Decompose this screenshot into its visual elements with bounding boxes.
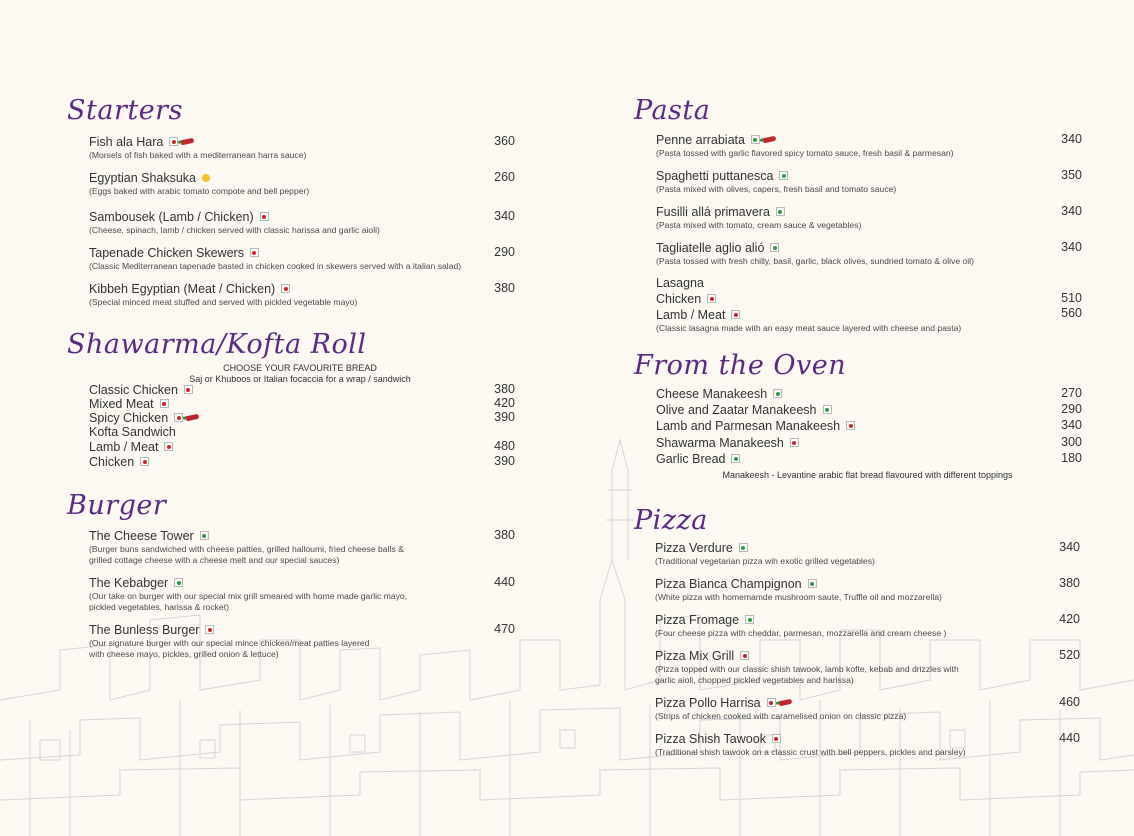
menu-item bbox=[655, 648, 959, 686]
item-name: Pizza Pollo Harrisa bbox=[655, 696, 761, 710]
item-price: 420 bbox=[494, 396, 515, 410]
menu-item bbox=[656, 418, 857, 434]
menu-item bbox=[656, 402, 834, 418]
section-title-burger: Burger bbox=[67, 490, 167, 521]
menu-item bbox=[89, 410, 199, 426]
manakeesh-note: Manakeesh - Levantine arabic flat bread flavoured with different toppings bbox=[722, 470, 1013, 480]
veg-icon bbox=[745, 615, 754, 624]
veg-icon bbox=[731, 454, 740, 463]
menu-item bbox=[89, 245, 461, 272]
item-description: (Pasta tossed with garlic flavored spicy tomato sauce, fresh basil & parmesan) bbox=[656, 148, 954, 158]
non-veg-icon bbox=[205, 625, 214, 634]
item-description: (Morsels of fish baked with a mediterranean harra sauce) bbox=[89, 150, 307, 160]
item-price: 340 bbox=[1061, 204, 1082, 218]
menu-item bbox=[656, 204, 861, 231]
item-price: 380 bbox=[494, 281, 515, 295]
item-description: (Our signature burger with our special mince chicken/meat patties layered bbox=[89, 638, 370, 648]
item-description: (Pizza topped with our classic shish tawook, lamb kofte, kebab and drizzles with bbox=[655, 664, 959, 674]
item-price: 290 bbox=[494, 245, 515, 259]
item-name: Pizza Fromage bbox=[655, 613, 740, 627]
item-description: pickled vegetables, harissa & rocket) bbox=[89, 602, 229, 612]
item-name: Penne arrabiata bbox=[656, 133, 745, 147]
item-price: 340 bbox=[1061, 132, 1082, 146]
item-name: Olive and Zaatar Manakeesh bbox=[656, 403, 817, 417]
veg-icon bbox=[773, 389, 782, 398]
item-name: Sambousek (Lamb / Chicken) bbox=[89, 210, 254, 224]
item-name: Tagliatelle aglio alió bbox=[656, 241, 765, 255]
item-price: 360 bbox=[494, 134, 515, 148]
item-price: 420 bbox=[1059, 612, 1080, 626]
veg-icon bbox=[200, 531, 209, 540]
menu-item bbox=[89, 134, 306, 161]
item-name: Garlic Bread bbox=[656, 452, 726, 466]
menu-item bbox=[89, 575, 407, 613]
item-name: Pizza Verdure bbox=[655, 541, 733, 555]
veg-icon bbox=[739, 543, 748, 552]
item-description: (Pasta mixed with olives, capers, fresh basil and tomato sauce) bbox=[656, 184, 897, 194]
non-veg-icon bbox=[184, 385, 193, 394]
item-price: 560 bbox=[1061, 306, 1082, 320]
item-name: Lamb and Parmesan Manakeesh bbox=[656, 419, 841, 433]
section-title-pizza: Pizza bbox=[634, 505, 708, 536]
veg-icon bbox=[779, 171, 788, 180]
item-price: 380 bbox=[494, 382, 515, 396]
menu-item bbox=[656, 240, 974, 267]
item-name: Pizza Shish Tawook bbox=[655, 732, 766, 746]
item-name: Tapenade Chicken Skewers bbox=[89, 246, 244, 260]
item-price: 480 bbox=[494, 439, 515, 453]
non-veg-icon bbox=[846, 421, 855, 430]
item-description: (Four cheese pizza with cheddar, parmesan, mozzarella and cream cheese ) bbox=[655, 628, 947, 638]
item-name: Classic Chicken bbox=[89, 383, 178, 397]
item-name: Lamb / Meat bbox=[89, 440, 159, 454]
item-price: 340 bbox=[1059, 540, 1080, 554]
item-description: (Pasta tossed with fresh chilly, basil, garlic, black olives, sundried tomato & olive oil) bbox=[656, 256, 974, 266]
item-price: 460 bbox=[1059, 695, 1080, 709]
menu-item bbox=[655, 612, 946, 639]
item-name: Chicken bbox=[89, 455, 135, 469]
non-veg-icon bbox=[772, 734, 781, 743]
item-name: The Kebabger bbox=[89, 576, 169, 590]
item-price: 380 bbox=[1059, 576, 1080, 590]
menu-item bbox=[656, 451, 742, 467]
menu-item bbox=[655, 731, 966, 758]
non-veg-icon bbox=[164, 442, 173, 451]
non-veg-icon bbox=[731, 310, 740, 319]
item-description: (White pizza with homemamde mushroom saute, Truffle oil and mozzarella) bbox=[655, 592, 942, 602]
item-name: Pizza Bianca Champignon bbox=[655, 577, 802, 591]
bread-choice-heading: CHOOSE YOUR FAVOURITE BREAD bbox=[223, 363, 377, 373]
bread-choice-note: Saj or Khuboos or Italian focaccia for a wrap / sandwich bbox=[189, 374, 411, 384]
non-veg-icon bbox=[250, 248, 259, 257]
item-price: 390 bbox=[494, 454, 515, 468]
item-price: 270 bbox=[1061, 386, 1082, 400]
item-price: 520 bbox=[1059, 648, 1080, 662]
item-name: Cheese Manakeesh bbox=[656, 387, 768, 401]
item-name: The Cheese Tower bbox=[89, 529, 194, 543]
item-description: (Classic Mediterranean tapenade basted in chicken cooked in skewers served with a italian salad) bbox=[89, 261, 462, 271]
menu-item bbox=[656, 386, 784, 402]
menu-item bbox=[89, 425, 176, 440]
veg-icon bbox=[808, 579, 817, 588]
menu-item bbox=[89, 622, 369, 660]
item-description: (Our take on burger with our special mix grill smeared with home made garlic mayo, bbox=[89, 591, 408, 601]
item-name: Kibbeh Egyptian (Meat / Chicken) bbox=[89, 282, 276, 296]
item-price: 260 bbox=[494, 170, 515, 184]
item-description: (Special minced meat stuffed and served with pickled vegetable mayo) bbox=[89, 297, 358, 307]
menu-item bbox=[656, 168, 896, 195]
non-veg-icon bbox=[767, 698, 776, 707]
item-name: Egyptian Shaksuka bbox=[89, 171, 197, 185]
item-price: 470 bbox=[494, 622, 515, 636]
item-price: 340 bbox=[1061, 240, 1082, 254]
menu-item bbox=[89, 209, 380, 236]
item-description: (Pasta mixed with tomato, cream sauce & vegetables) bbox=[656, 220, 862, 230]
non-veg-icon bbox=[740, 651, 749, 660]
item-description: (Classic lasagna made with an easy meat sauce layered with cheese and pasta) bbox=[656, 323, 962, 333]
non-veg-icon bbox=[790, 438, 799, 447]
menu-item bbox=[89, 281, 357, 308]
item-name: Mixed Meat bbox=[89, 397, 154, 411]
section-title-oven: From the Oven bbox=[634, 350, 847, 381]
veg-icon bbox=[770, 243, 779, 252]
item-name: Fusilli allá primavera bbox=[656, 205, 770, 219]
item-name: Lasagna bbox=[656, 276, 704, 290]
section-title-pasta: Pasta bbox=[634, 95, 711, 126]
veg-icon bbox=[174, 578, 183, 587]
section-title-shawarma: Shawarma/Kofta Roll bbox=[67, 329, 367, 360]
item-name: Spaghetti puttanesca bbox=[656, 169, 774, 183]
non-veg-icon bbox=[260, 212, 269, 221]
item-description: grilled cottage cheese with a cheese melt and our special sauces) bbox=[89, 555, 340, 565]
item-price: 440 bbox=[494, 575, 515, 589]
item-description: (Strips of chicken cooked with caramelised onion on classic pizza) bbox=[655, 711, 907, 721]
menu-item bbox=[655, 540, 875, 567]
veg-icon bbox=[776, 207, 785, 216]
item-description: (Eggs baked with arabic tomato compote and bell pepper) bbox=[89, 186, 310, 196]
item-price: 380 bbox=[494, 528, 515, 542]
menu-item bbox=[655, 695, 906, 722]
item-price: 340 bbox=[494, 209, 515, 223]
item-price: 290 bbox=[1061, 402, 1082, 416]
menu-item bbox=[89, 170, 309, 197]
item-name: Fish ala Hara bbox=[89, 135, 164, 149]
item-description: (Cheese, spinach, lamb / chicken served with classic harissa and garlic aioli) bbox=[89, 225, 380, 235]
item-name: Pizza Mix Grill bbox=[655, 649, 735, 663]
veg-icon bbox=[823, 405, 832, 414]
non-veg-icon bbox=[281, 284, 290, 293]
item-description: (Traditional shish tawook on a classic crust with bell peppers, pickles and parsley) bbox=[655, 747, 966, 757]
chili-spicy-icon bbox=[181, 138, 195, 146]
item-price: 180 bbox=[1061, 451, 1082, 465]
menu-item bbox=[89, 528, 404, 566]
egg-icon bbox=[202, 174, 210, 182]
non-veg-icon bbox=[707, 294, 716, 303]
item-price: 350 bbox=[1061, 168, 1082, 182]
non-veg-icon bbox=[140, 457, 149, 466]
item-description: garlic aioli, chopped pickled vegetables and harissa) bbox=[655, 675, 854, 685]
item-price: 340 bbox=[1061, 418, 1082, 432]
menu-item bbox=[89, 454, 151, 470]
item-description: (Traditional vegetarian pizza wih exotic grilled vegetables) bbox=[655, 556, 875, 566]
item-name: Kofta Sandwich bbox=[89, 425, 176, 439]
non-veg-icon bbox=[160, 399, 169, 408]
item-price: 300 bbox=[1061, 435, 1082, 449]
item-description: with cheese mayo, pickles, grilled onion & lettuce) bbox=[89, 649, 279, 659]
item-name: Spicy Chicken bbox=[89, 411, 169, 425]
item-price: 510 bbox=[1061, 291, 1082, 305]
lasagna-option-chicken: Chicken bbox=[656, 292, 702, 306]
menu-item bbox=[656, 435, 801, 451]
menu-item bbox=[655, 576, 942, 603]
lasagna-item bbox=[656, 276, 961, 334]
item-name: The Bunless Burger bbox=[89, 623, 200, 637]
item-price: 390 bbox=[494, 410, 515, 424]
veg-icon bbox=[751, 135, 760, 144]
item-description: (Burger buns sandwiched with cheese patties, grilled halloumi, fried cheese balls & bbox=[89, 544, 404, 554]
menu-item bbox=[656, 132, 954, 159]
lasagna-option-lamb: Lamb / Meat bbox=[656, 308, 726, 322]
chili-spicy-icon bbox=[763, 136, 777, 144]
section-title-starters: Starters bbox=[67, 95, 183, 126]
chili-spicy-icon bbox=[186, 414, 200, 422]
chili-spicy-icon bbox=[778, 699, 792, 707]
item-price: 440 bbox=[1059, 731, 1080, 745]
item-name: Shawarma Manakeesh bbox=[656, 436, 784, 450]
menu-item bbox=[89, 439, 175, 455]
